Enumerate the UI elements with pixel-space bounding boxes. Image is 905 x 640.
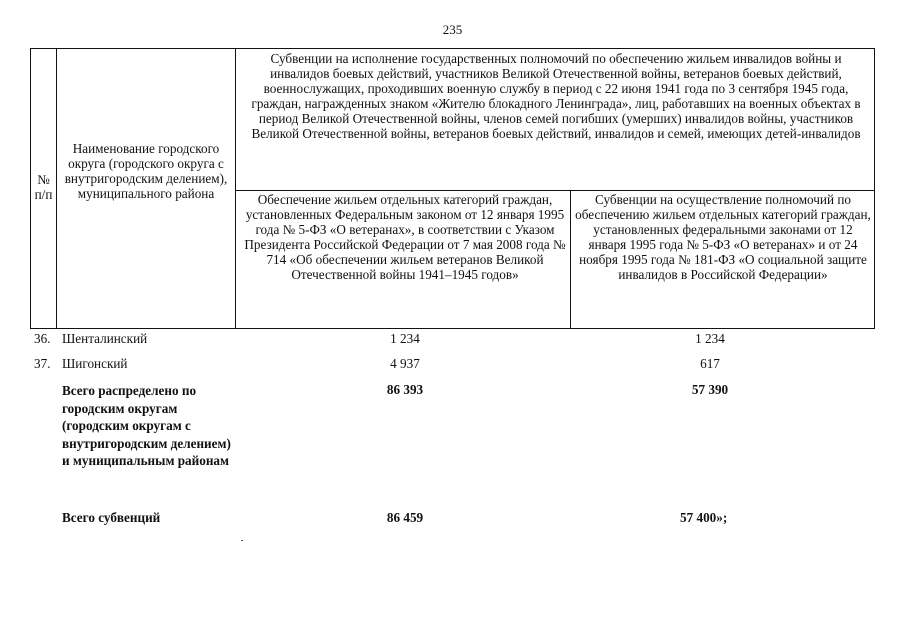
table-header bbox=[30, 48, 875, 329]
border-bottom bbox=[30, 328, 875, 329]
row-value-2: 1 234 bbox=[695, 331, 725, 346]
border-right bbox=[874, 48, 875, 329]
divider-name-group bbox=[235, 48, 236, 329]
page-number: 235 bbox=[442, 22, 463, 37]
header-col-name: Наименование городского округа (городского округа с внутригородским делением), муниципального района bbox=[64, 141, 228, 201]
table-row bbox=[0, 331, 905, 349]
scan-speck bbox=[241, 540, 243, 541]
row-num: 36. bbox=[34, 331, 51, 346]
table-row bbox=[0, 356, 905, 374]
header-sub2: Субвенции на осуществление полномочий по обеспечению жильем отдельных категорий граждан, установленных федеральными законами от 12 января 1995 года № 5-ФЗ «О ветеранах» и от 24 ноября 1995 года № 181-ФЗ «О социальной защите инвалидов в Российской Федерации» bbox=[575, 192, 871, 282]
row-num: 37. bbox=[34, 356, 51, 371]
total-subventions-label: Всего субвенций bbox=[62, 510, 161, 525]
row-value-1: 1 234 bbox=[390, 331, 420, 346]
divider-sub1-sub2 bbox=[570, 190, 571, 329]
total-subventions-value-2: 57 400»; bbox=[680, 510, 728, 525]
row-value-2: 617 bbox=[700, 356, 720, 371]
row-name: Шенталинский bbox=[62, 331, 148, 346]
total-distributed-label: Всего распределено по городским округам (городским округам с внутригородским делением) и муниципальным районам bbox=[62, 383, 231, 469]
total-distributed-value-2: 57 390 bbox=[691, 382, 729, 397]
row-value-1: 4 937 bbox=[390, 356, 420, 371]
header-sub1: Обеспечение жильем отдельных категорий граждан, установленных Федеральным законом от 12 января 1995 года № 5-ФЗ «О ветеранах», в соответствии с Указом Президента Российской Федерации от 7 мая 2008 года № 714 «Об обеспечении жильем ветеранов Великой Отечественной войны 1941–1945 годов» bbox=[244, 192, 566, 282]
header-group-title: Субвенции на исполнение государственных полномочий по обеспечению жильем инвалидов войны и инвалидов боевых действий, участников Великой Отечественной войны, ветеранов боевых действий, военнослужащих, проходивших военную службу в период с 22 июня 1941 года по 3 сентября 1945 года, граждан, награжденных знаком «Жителю блокадного Ленинграда», лиц, работавших на военных объектах в период Великой Отечественной войны, членов семей погибших (умерших) инвалидов войны, участников Великой Отечественной войны, ветеранов боевых действий, инвалидов и семей, имеющих детей-инвалидов bbox=[251, 51, 861, 141]
total-subventions-value-1: 86 459 bbox=[386, 510, 424, 525]
header-col-num: № п/п bbox=[34, 172, 53, 202]
total-distributed-value-1: 86 393 bbox=[386, 382, 424, 397]
divider-num-name bbox=[56, 48, 57, 329]
border-top bbox=[30, 48, 875, 49]
row-name: Шигонский bbox=[62, 356, 128, 371]
